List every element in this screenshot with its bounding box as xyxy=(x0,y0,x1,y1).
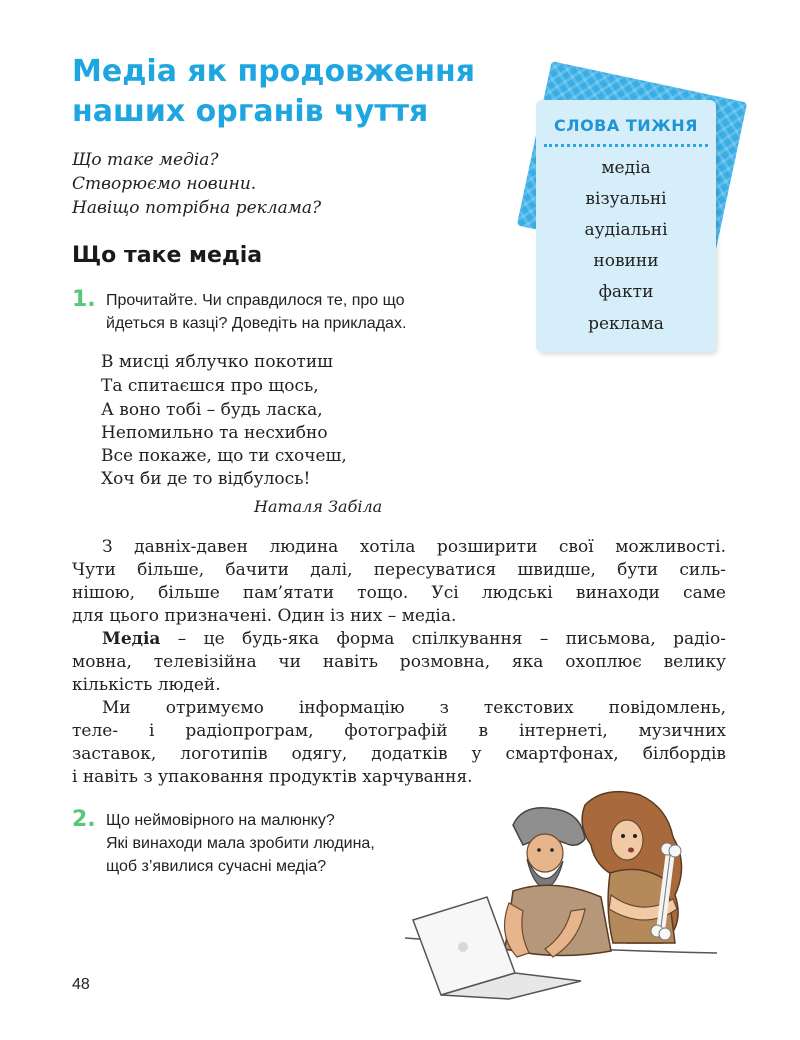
page-title-line-2: наших органів чуття xyxy=(72,94,429,129)
paragraph-line: мовна, телевізійна чи навіть розмовна, яка охоплює велику xyxy=(72,652,726,672)
paragraph-line: кількість людей. xyxy=(72,675,221,695)
vocab-word: візуальні xyxy=(585,189,667,209)
dotted-divider xyxy=(544,144,708,147)
vocab-word: медіа xyxy=(601,158,651,178)
poem-line: В мисці яблучко покотиш xyxy=(101,352,333,372)
words-of-week-title: СЛОВА ТИЖНЯ xyxy=(554,116,698,135)
poem-line: А воно тобі – будь ласка, xyxy=(101,400,323,420)
poem-line: Непомильно та несхибно xyxy=(101,423,328,443)
lesson-question-3: Навіщо потрібна реклама? xyxy=(72,198,322,218)
paragraph-line: теле- і радіопрограм, фотографій в інтернеті, музичних xyxy=(72,721,726,741)
words-of-week-card xyxy=(536,100,716,352)
task-2-number: 2. xyxy=(72,807,96,832)
paragraph-line: Чути більше, бачити далі, пересуватися швидше, бути силь- xyxy=(72,560,726,580)
vocab-word: реклама xyxy=(588,314,664,334)
definition-term: Медіа xyxy=(102,629,161,649)
paragraph-line: нішою, більше пам’ятати тощо. Усі людські винаходи саме xyxy=(72,583,726,603)
lesson-question-1: Що таке медіа? xyxy=(72,150,219,170)
paragraph-line: Ми отримуємо інформацію з текстових повідомлень, xyxy=(102,698,726,718)
paragraph-line: заставок, логотипів одягу, додатків у смартфонах, білбордів xyxy=(72,744,726,764)
vocab-word: аудіальні xyxy=(584,220,668,240)
poem-line: Хоч би де то відбулось! xyxy=(101,469,311,489)
task-1-number: 1. xyxy=(72,287,96,312)
task-1-text-line: Прочитайте. Чи справдилося те, про що xyxy=(106,292,405,309)
definition-text: – це будь-яка форма спілкування – письмова, радіо- xyxy=(160,629,726,649)
poem-author: Наталя Забіла xyxy=(254,497,383,516)
section-heading: Що таке медіа xyxy=(72,243,263,268)
lesson-question-2: Створюємо новини. xyxy=(72,174,257,194)
vocab-word: факти xyxy=(598,282,654,302)
definition-line xyxy=(72,627,726,651)
paragraph-line: і навіть з упаковання продуктів харчування. xyxy=(72,767,473,787)
task-2-text-line: Що неймовірного на малюнку? xyxy=(106,812,335,829)
caveman-laptop-illustration xyxy=(405,785,730,1000)
task-2-text-line: щоб з’явилися сучасні медіа? xyxy=(106,858,327,875)
poem-line: Все покаже, що ти схочеш, xyxy=(101,446,347,466)
paragraph-line: для цього призначені. Один із них – медіа. xyxy=(72,606,457,626)
paragraph-line: З давніх-давен людина хотіла розширити свої можливості. xyxy=(102,537,726,557)
poem-line: Та спитаєшся про щось, xyxy=(101,376,319,396)
page-title xyxy=(72,52,502,132)
task-2-text-line: Які винаходи мала зробити людина, xyxy=(106,835,375,852)
vocab-word: новини xyxy=(593,251,659,271)
page-number: 48 xyxy=(72,976,90,993)
page-title-line-1: Медіа як продовження xyxy=(72,54,476,89)
task-1-text-line: йдеться в казці? Доведіть на прикладах. xyxy=(106,315,407,332)
